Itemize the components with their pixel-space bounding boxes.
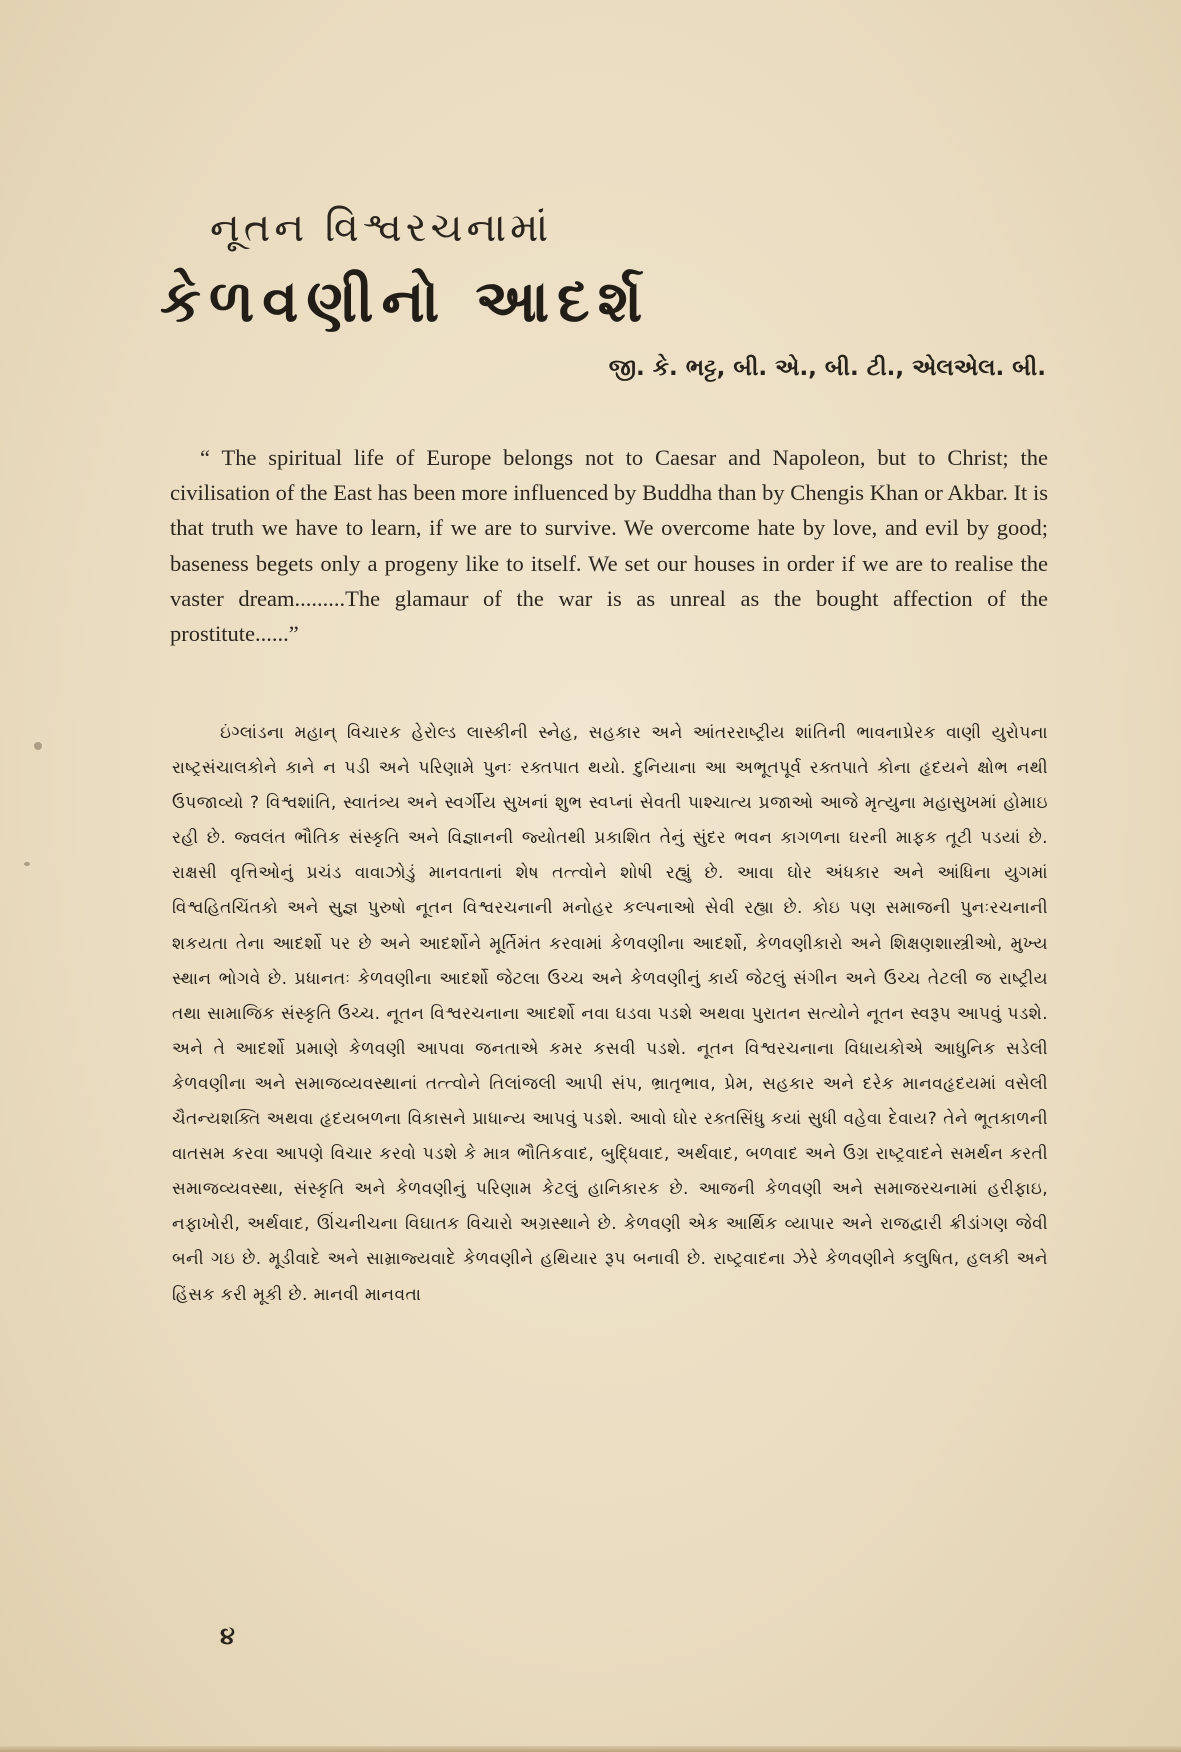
epigraph-quote: “ The spiritual life of Europe belongs not to Caesar and Napoleon, but to Christ; the civilisation of the East has been more influenced by Buddha than by Chengis Khan or Akbar. It is that truth we have to learn, if we are to survive. We overcome hate by love, and evil by good; baseness begets only a progeny like to itself. We set our houses in order if we are to realise the vaster dream.........The glamaur of the war is as unreal as the bought affection of the prostitute......”	[170, 445, 1048, 647]
article-title: કેળવણીનો આદર્શ	[160, 267, 651, 335]
margin-speck-mark	[24, 862, 30, 866]
author-byline: જી. કે. ભટ્ટ, બી. એ., બી. ટી., એલએલ. બી.	[608, 355, 1046, 381]
page-number: ૪	[220, 1622, 235, 1650]
margin-speck-mark	[34, 742, 42, 750]
article-subtitle: નૂતન વિશ્વરચનામાં	[210, 205, 553, 251]
body-paragraph: ઇંગ્લાંડના મહાન્ વિચારક હેરોલ્ડ લાસ્કીની સ્નેહ, સહકાર અને આંતરરાષ્ટ્રીય શાંતિની ભાવનાપ્રેરક વાણી યુરોપના રાષ્ટ્રસંચાલકોને કાને ન પડી અને પરિણામે પુનઃ રક્તપાત થયો. દુનિયાના આ અભૂતપૂર્વ રક્તપાતે કોના હૃદયને ક્ષોભ નથી ઉપજાવ્યો ? વિશ્વશાંતિ, સ્વાતંત્ર્ય અને સ્વર્ગીય સુખનાં શુભ સ્વપ્નાં સેવતી પાશ્ચાત્ય પ્રજાઓ આજે મૃત્યુના મહાસુખમાં હોમાઇ રહી છે. જ્વલંત ભૌતિક સંસ્કૃતિ અને વિજ્ઞાનની જ્યોતથી પ્રકાશિત તેનું સુંદર ભવન કાગળના ઘરની માફક તૂટી પડયાં છે. રાક્ષસી વૃત્તિઓનું પ્રચંડ વાવાઝોડું માનવતાનાં શેષ તત્ત્વોને શોષી રહ્યું છે. આવા ઘોર અંધકાર અને આંધિના યુગમાં વિશ્વહિતચિંતકો અને સુજ્ઞ પુરુષો નૂતન વિશ્વરચનાની મનોહર કલ્પનાઓ સેવી રહ્યા છે. કોઇ પણ સમાજની પુનઃરચનાની શકયતા તેના આદર્શો પર છે અને આદર્શોને મૂર્તિમંત કરવામાં કેળવણીના આદર્શો, કેળવણીકારો અને શિક્ષણશાસ્ત્રીઓ, મુખ્ય સ્થાન ભોગવે છે. પ્રધાનતઃ કેળવણીના આદર્શો જેટલા ઉચ્ચ અને કેળવણીનું કાર્ય જેટલું સંગીન અને ઉચ્ચ તેટલી જ રાષ્ટ્રીય તથા સામાજિક સંસ્કૃતિ ઉચ્ચ. નૂતન વિશ્વરચનાના આદર્શો નવા ઘડવા પડશે અથવા પુરાતન સત્યોને નૂતન સ્વરૂપ આપવું પડશે. અને તે આદર્શો પ્રમાણે કેળવણી આપવા જનતાએ કમર કસવી પડશે. નૂતન વિશ્વરચનાના વિધાયકોએ આધુનિક સડેલી કેળવણીના અને સમાજવ્યવસ્થાનાં તત્ત્વોને તિલાંજલી આપી સંપ, ભ્રાતૃભાવ, પ્રેમ, સહકાર અને દરેક માનવહૃદયમાં વસેલી ચૈતન્યશક્તિ અથવા હૃદયબળના વિકાસને પ્રાધાન્ય આપવું પડશે. આવો ઘોર રક્તસિંધુ કયાં સુધી વહેવા દેવાય? તેને ભૂતકાળની વાતસમ કરવા આપણે વિચાર કરવો પડશે કે માત્ર ભૌતિકવાદ, બુદ્ધિવાદ, અર્થવાદ, બળવાદ અને ઉગ્ર રાષ્ટ્રવાદને સમર્થન કરતી સમાજવ્યવસ્થા, સંસ્કૃતિ અને કેળવણીનું પરિણામ કેટલું હાનિકારક છે. આજની કેળવણી અને સમાજરચનામાં હરીફાઇ, નફાખોરી, અર્થવાદ, ઊંચનીચના વિઘાતક વિચારો અગ્રસ્થાને છે. કેળવણી એક આર્થિક વ્યાપાર અને રાજદ્વારી ક્રીડાંગણ જેવી બની ગઇ છે. મૂડીવાદે અને સામ્રાજ્યવાદે કેળવણીને હથિયાર રૂપ બનાવી છે. રાષ્ટ્રવાદના ઝેરે કેળવણીને કલુષિત, હલકી અને હિંસક કરી મૂકી છે. માનવી માનવતા	[172, 723, 1048, 1305]
page-bottom-edge	[0, 1746, 1181, 1752]
